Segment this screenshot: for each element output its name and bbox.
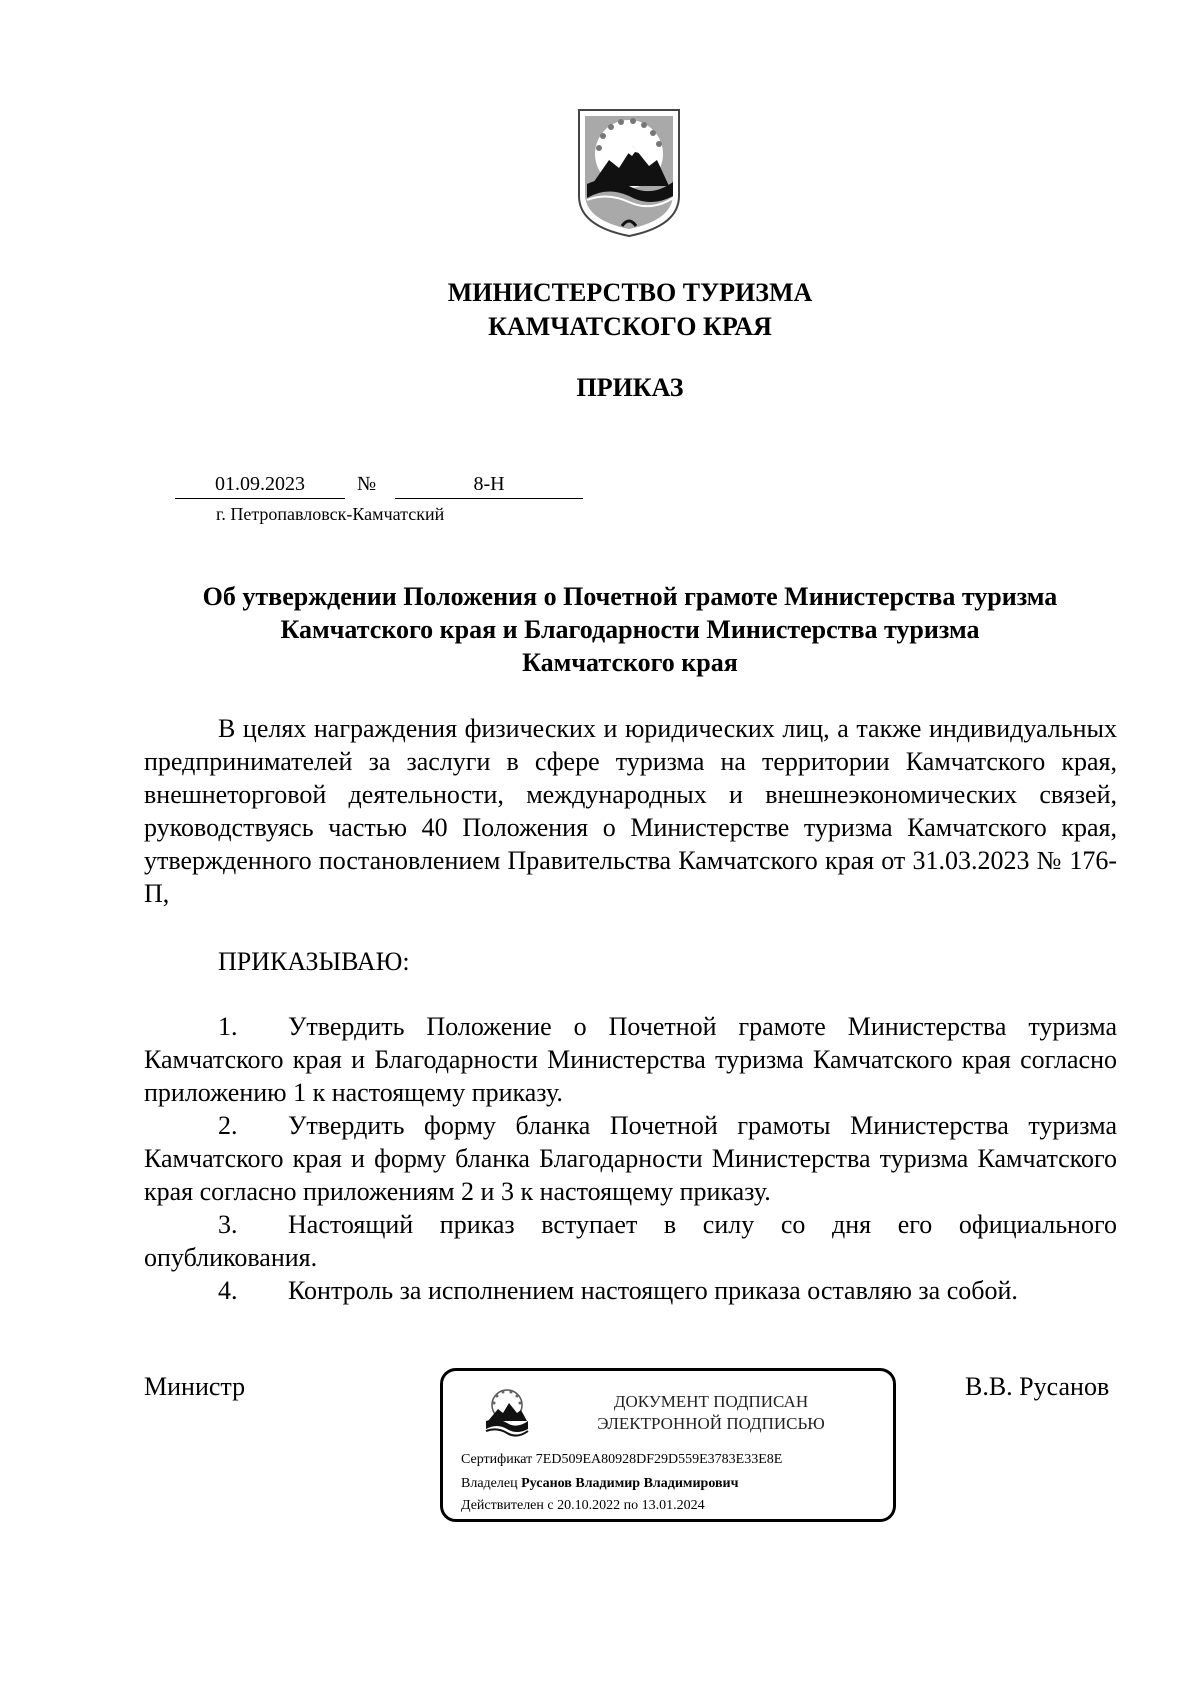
order-items-list xyxy=(144,1010,1117,1307)
order-title: ПРИКАЗ xyxy=(576,373,684,402)
decree-word: ПРИКАЗЫВАЮ: xyxy=(218,947,410,976)
valid-to-label: по xyxy=(623,1498,639,1513)
list-item xyxy=(144,1274,1117,1307)
ministry-name-line2: КАМЧАТСКОГО КРАЯ xyxy=(488,312,772,341)
certificate-value: 7ED509EA80928DF29D559E3783E33E8E xyxy=(535,1452,783,1467)
item-number: 1. xyxy=(218,1012,238,1041)
stamp-certificate xyxy=(461,1451,782,1469)
order-subject xyxy=(120,580,1140,679)
item-number: 4. xyxy=(218,1276,238,1305)
stamp-heading-line1: ДОКУМЕНТ ПОДПИСАН xyxy=(613,1392,809,1411)
list-item xyxy=(144,1010,1117,1109)
certificate-label: Сертификат xyxy=(461,1452,533,1467)
subject-line: Камчатского края и Благодарности Министерства туризма xyxy=(280,615,980,644)
list-item xyxy=(144,1208,1117,1274)
item-text: Утвердить Положение о Почетной грамоте Министерства туризма Камчатского края и Благодарности Министерства туризма Камчатского края согласно приложению 1 к настоящему приказу. xyxy=(144,1012,1117,1107)
preamble-paragraph: В целях награждения физических и юридических лиц, а также индивидуальных предпринимателей за заслуги в сфере туризма на территории Камчатского края, внешнеторговой деятельности, международных и внешнеэкономических связей, руководствуясь частью 40 Положения о Министерстве туризма Камчатского края, утвержденного постановлением Правительства Камчатского края от 31.03.2023 № 176-П, xyxy=(144,714,1117,908)
item-number: 3. xyxy=(218,1210,238,1239)
valid-to: 13.01.2024 xyxy=(641,1498,705,1513)
stamp-validity xyxy=(461,1497,705,1515)
order-city: г. Петропавловск-Камчатский xyxy=(216,504,445,524)
signer-name: В.В. Русанов xyxy=(965,1372,1110,1401)
list-item xyxy=(144,1109,1117,1208)
coat-of-arms-icon xyxy=(483,1387,531,1445)
valid-label: Действителен с xyxy=(461,1498,554,1513)
ministry-name-line1: МИНИСТЕРСТВО ТУРИЗМА xyxy=(447,278,813,307)
subject-line: Камчатского края xyxy=(522,648,738,677)
owner-value: Русанов Владимир Владимирович xyxy=(521,1476,739,1491)
valid-from: 20.10.2022 xyxy=(557,1498,621,1513)
order-number-sign: № xyxy=(357,473,377,495)
order-date: 01.09.2023 xyxy=(175,470,345,499)
owner-label: Владелец xyxy=(461,1476,518,1491)
item-text: Настоящий приказ вступает в силу со дня его официального опубликования. xyxy=(144,1210,1117,1272)
order-number: 8-Н xyxy=(395,470,583,499)
subject-line: Об утверждении Положения о Почетной грамоте Министерства туризма xyxy=(202,582,1058,611)
item-text: Контроль за исполнением настоящего приказа оставляю за собой. xyxy=(288,1276,1018,1305)
stamp-owner xyxy=(461,1475,739,1493)
signer-position: Министр xyxy=(144,1372,246,1401)
coat-of-arms-icon xyxy=(577,108,681,238)
item-text: Утвердить форму бланка Почетной грамоты Министерства туризма Камчатского края и форму бланка Благодарности Министерства туризма Камчатского края согласно приложениям 2 и 3 к настоящему приказу. xyxy=(144,1111,1117,1206)
stamp-heading-line2: ЭЛЕКТРОННОЙ ПОДПИСЬЮ xyxy=(597,1414,825,1433)
electronic-signature-stamp xyxy=(440,1368,896,1522)
item-number: 2. xyxy=(218,1111,238,1140)
